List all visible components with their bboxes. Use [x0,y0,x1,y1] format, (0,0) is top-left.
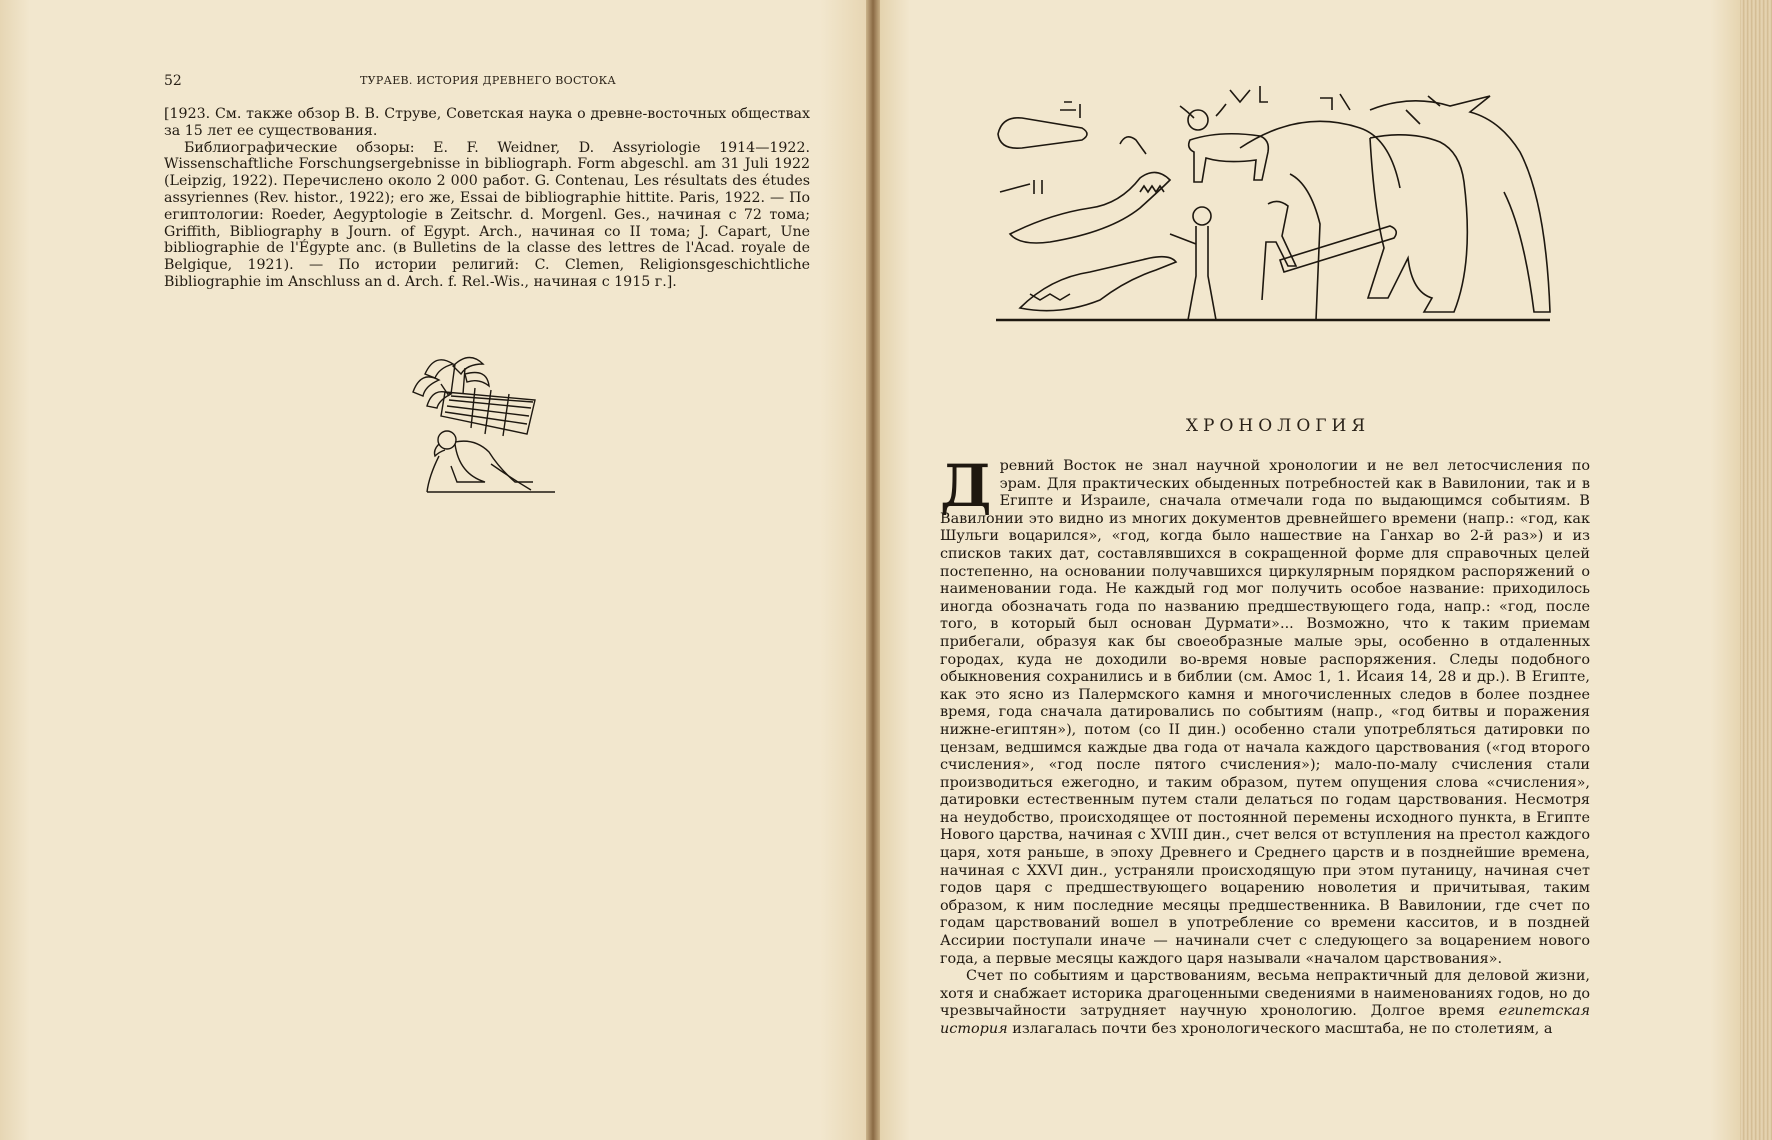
bibliography-block [164,106,810,291]
figure-head [1193,207,1211,225]
head [438,431,456,449]
bibliography-paragraph: [1923. См. также обзор В. В. Струве, Советская наука о древне-восточных обществах за 15 лет ее существования. [164,106,810,139]
book-gutter [866,0,880,1140]
left-page [0,0,866,1140]
bull-head [1188,110,1208,130]
bull [1189,134,1269,182]
crocodile [1020,257,1176,311]
page-number: 52 [164,73,182,89]
running-head [164,73,824,93]
body-paragraph [940,968,1590,1038]
bibliography-paragraph: Библиографические обзоры: E. F. Weidner, D. Assyriologie 1914—1922. Wissenschaftliche Forschungsergebnisse in bibliograph. Form abgeschl. am 31 Juli 1922 (Leipzig, 1922). Перечислено около 2 000 работ. G. Contenau, Les résultats des études assyriennes (Rev. histor., 1922); его же, Essai de bibliographie hittite. Paris, 1922. — По египтологии: Roeder, Aegyptologie в Zeitschr. d. Morgenl. Ges., начиная с 72 тома; Griffith, Bibliography в Journ. of Egypt. Arch., начиная со II тома; J. Capart, Une bibliographie de l'Égypte anc. (в Bulletins de la classe des lettres de l'Acad. royale de Belgique, 1921). — По истории религий: C. Clemen, Religionsgeschichtliche Bibliographie im Anschluss an d. Arch. f. Rel.-Wis., начиная с 1915 г.]. [164,139,810,290]
staff [1290,174,1320,320]
stems [441,364,465,396]
chapter-body [940,452,1590,1039]
body [451,441,533,482]
bird-glyph [1120,137,1146,154]
hieroglyphic-frieze-illustration [990,84,1555,326]
emphasized-phrase: египетская история [940,1003,1590,1037]
crocodile-god-body [1368,135,1467,312]
lying-figure [998,118,1087,148]
running-head-title: ТУРАЕВ. ИСТОРИЯ ДРЕВНЕГО ВОСТОКА [360,74,617,87]
body-paragraph [940,452,1590,968]
papyrus-flower [453,357,483,374]
glyph-signs [1060,102,1080,118]
top-glyphs-right [1320,94,1350,110]
papyrus-flower [465,373,489,387]
standing-figure [1170,226,1216,320]
leg [491,464,531,490]
walking-figure [1262,201,1296,300]
papyrus-flower [425,360,453,378]
drop-cap: Д [940,452,992,520]
paragraph-end: излагалась почти без хронологического масштаба, не по столетиям, а [1007,1021,1553,1037]
right-fore-edge [1740,0,1772,1140]
top-glyphs [1230,86,1268,102]
rope [1240,121,1400,188]
paragraph-start: Счет по событиям и царствованиям, весьма непрактичный для деловой жизни, хотя и снабжает историка драгоценными сведениями в наименованиях годов, но до чрезвычайности затрудняет научную хронологию. Долгое время [940,968,1590,1020]
reclining-figure [1000,180,1042,194]
staff-and-ground [427,456,555,492]
fisherman-vignette-illustration [405,344,585,506]
chapter-title: ХРОНОЛОГИЯ [1185,416,1371,436]
body-paragraph-text: ревний Восток не знал научной хронологии и не вел летосчисления по эрам. Для практических обыденных потребностей как в Вавилонии, так и в Египте и Израиле, сначала отмечали года по выдающимся событиям. В Вавилонии это видно из многих документов древнейшего времени (напр.: «год, как Шульги воцарился», «год, когда было нашествие на Ганхар во 2-й раз») и из списков таких дат, составлявшихся в сокращенной форме для справочных целей постепенно, на основании получавшихся циркулярным порядком распоряжений о наименовании года. Не каждый год мог получить особое название: приходилось иногда обозначать года по названию предшествующего года, напр.: «год, после того, в который был основан Дурмати»... Возможно, что к таким приемам прибегали, образуя как бы своеобразные малые эры, особенно в отдаленных городах, куда не доходили во-время новые распоряжения. Следы подобного обыкновения сохранились и в библии (см. Амос 1, 1. Исаия 14, 28 и др.). В Египте, как это ясно из Палермского камня и многочисленных следов в более позднее время, года сначала датировались по событиям (напр., «год битвы и поражения нижне-египтян»), потом (со II дин.) особенно стали употребляться датировки по цензам, ведшимся каждые два года от начала каждого царствования («год второго счисления», «год после пятого счисления»); мало-по-малу счисления стали производиться ежегодно, и таким образом, путем опущения слова «счисления», датировки естественным путем стали делаться по годам царствования. Несмотря на неудобство, происходящее от постоянной перемены исходного пункта, в Египте Нового царства, начиная с XVIII дин., счет велся от вступления на престол каждого царя, хотя раньше, в эпоху Древнего и Среднего царств и в позднейшие времена, начиная с XXVI дин., устраняли происходящую при этом путаницу, начиная счет годов царя с предшествующего воцарению новолетия и причитывая, таким образом, к ним последние месяцы предшественника. В Вавилонии, где счет по годам царствований вошел в употребление со времени касситов, и в поздней Ассирии поступали иначе — начинали счет с следующего за воцарением нового года, а первые месяцы каждого царя называли «началом царствования». [940,458,1590,967]
